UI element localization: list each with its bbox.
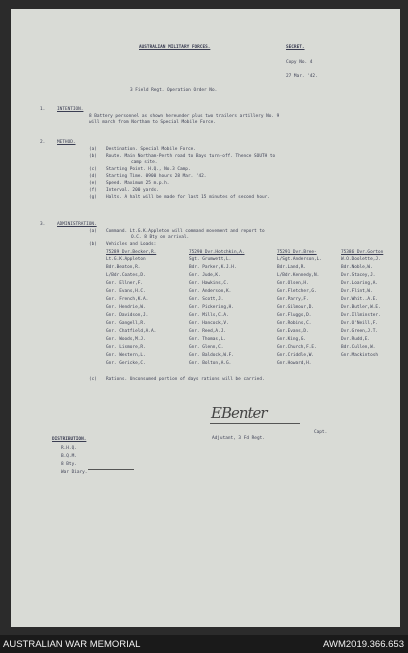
method-item-text: Halts. A halt will be made for last 15 minutes of second hour. [106, 195, 270, 200]
method-item-letter: (c) [89, 167, 97, 172]
admin-item-letter: (a) [89, 229, 97, 234]
method-item-text: Starting Point. H.Q., No.3 Camp. [106, 167, 191, 172]
method-item-text: camp site. [131, 160, 158, 165]
load-entry: Dvr.Butler,W.E. [341, 305, 381, 310]
method-item-letter: (e) [89, 181, 97, 186]
intention-text-line: 8 Battery personnel as shown hereunder plus two trailers artillery No. 9 [89, 114, 280, 119]
load-entry: Bdr.Land,R. [277, 265, 307, 270]
load-entry: Gnr. Gericke,C. [106, 361, 146, 366]
load-entry: Gnr. Scott,J. [189, 297, 224, 302]
load-entry: L/Bdr.Coates,D. [106, 273, 146, 278]
order-title: 3 Field Regt. Operation Order No. [130, 88, 218, 93]
document-title: AUSTRALIAN MILITARY FORCES. [139, 45, 211, 50]
load-entry: Dvr.Whit..A.E. [341, 297, 379, 302]
load-entry: Gnr. Pickering,H. [189, 305, 234, 310]
load-entry: Gnr. Evans,H.C. [106, 289, 146, 294]
load-entry: Dvr.O'Neill,F. [341, 321, 379, 326]
load-entry: Bdr.Cullen,W. [341, 345, 376, 350]
load-entry: Gnr.Mackintosh [341, 353, 379, 358]
rations-text: Rations. Unconsumed portion of days rations will be carried. [106, 377, 265, 382]
load-entry: L/Sgt.Anderson,L. [277, 257, 322, 262]
load-entry: Dvr.Green,J.T. [341, 329, 379, 334]
load-entry: Sgt. Grumwett,L. [189, 257, 232, 262]
load-entry: Gnr. Davidson,J. [106, 313, 149, 318]
load-entry: W.O.Doolette,J. [341, 257, 381, 262]
method-item-letter: (f) [89, 188, 97, 193]
load-entry: Gnr.Criddle,W. [277, 353, 315, 358]
load-entry: Bdr.Beaton,R. [106, 265, 141, 270]
section-number: 3. [40, 222, 46, 227]
load-entry: Gnr.Church,F.E. [277, 345, 317, 350]
intention-text-line: will march from Northam to Special Mobile Force. [89, 120, 216, 125]
copy-number: Copy No. 4 [286, 60, 313, 65]
method-item-text: Route. Main Northam-Perth road to Bays turn-off. Thence SOUTH to [106, 154, 276, 159]
load-entry: Gnr. Thomas,L. [189, 337, 227, 342]
load-entry: Lt.G.K.Appleton [106, 257, 146, 262]
load-entry: Gnr. Hancock,V. [189, 321, 229, 326]
section-heading-intention: INTENTION. [57, 107, 84, 112]
distribution-heading: DISTRIBUTION. [52, 437, 87, 442]
load-entry: Bdr.Noble,W. [341, 265, 373, 270]
load-entry: Dvr.Illminster. [341, 313, 381, 318]
load-entry: Gnr.Fletcher,G. [277, 289, 317, 294]
classification-label: SECRET. [286, 45, 305, 50]
method-item-letter: (g) [89, 195, 97, 200]
load-entry: Gnr.Robins,C. [277, 321, 312, 326]
archive-name: AUSTRALIAN WAR MEMORIAL [3, 639, 141, 650]
load-entry: Gnr.Howard,H. [277, 361, 312, 366]
vehicles-heading: Vehicles and Loads: [106, 242, 157, 247]
distribution-item: B.Q.M. [61, 454, 77, 459]
load-entry: Dvr.Loaring,A. [341, 281, 379, 286]
load-entry: Gnr.Fluggs,D. [277, 313, 312, 318]
load-entry: Gnr. Western,L. [106, 353, 146, 358]
load-entry: Gnr.Gilmour,D. [277, 305, 315, 310]
load-entry: Gnr. Anderson,K. [189, 289, 232, 294]
signer-role: Adjutant, 3 Fd Regt. [212, 436, 265, 441]
signature-scrawl: EBenter [211, 404, 267, 422]
distribution-item: 8 Bty. [61, 462, 77, 467]
vehicle-column-header: 75291 Dvr.Bree- [277, 250, 317, 255]
load-entry: Bdr. Parker,K.J.H. [189, 265, 237, 270]
method-item-text: Interval. 200 yards. [106, 188, 159, 193]
load-entry: Gnr. French,K.A. [106, 297, 149, 302]
load-entry: Dvr.Rudd,E. [341, 337, 371, 342]
document-date: 27 Mar. '42. [286, 74, 318, 79]
load-entry: Gnr. Bolton,A.G. [189, 361, 232, 366]
load-entry: Gnr. Hendrie,W. [106, 305, 146, 310]
load-entry: Gnr.King,G. [277, 337, 307, 342]
signer-rank: Capt. [314, 430, 328, 435]
archive-footer [0, 635, 408, 653]
load-entry: Gnr. Glenn,C. [189, 345, 224, 350]
load-entry: Gnr. Baldock,W.F. [189, 353, 234, 358]
method-item-letter: (b) [89, 154, 97, 159]
method-item-letter: (d) [89, 174, 97, 179]
load-entry: Gnr. Reed,A.J. [189, 329, 227, 334]
load-entry: Dvr.Flint,W. [341, 289, 373, 294]
load-entry: L/Bdr.Kennedy,N. [277, 273, 320, 278]
command-text-line: O.C. 8 Bty on arrival. [131, 235, 190, 240]
load-entry: Dvr.Stacey,J. [341, 273, 376, 278]
method-item-text: Speed. Maximum 25 m.p.h. [106, 181, 170, 186]
load-entry: Gnr.Parry,F. [277, 297, 309, 302]
load-entry: Gnr.Olsen,H. [277, 281, 309, 286]
section-number: 1. [40, 107, 46, 112]
signature-line [210, 423, 300, 424]
admin-item-letter: (b) [89, 242, 97, 247]
load-entry: Gnr. Chatfield,A.A. [106, 329, 157, 334]
admin-item-letter: (c) [89, 377, 97, 382]
distribution-item: War Diary. [61, 470, 88, 475]
load-entry: Gnr.Evans,D. [277, 329, 309, 334]
load-entry: Gnr. Lismore,R. [106, 345, 146, 350]
distribution-line [88, 469, 134, 470]
load-entry: Gnr. Gangell,R. [106, 321, 146, 326]
distribution-item: R.H.Q. [61, 446, 77, 451]
load-entry: Gnr. Hawkins,C. [189, 281, 229, 286]
load-entry: Gnr. Ellner,F. [106, 281, 144, 286]
command-text-line: Command. Lt.G.K.Appleton will command movement and report to [106, 229, 265, 234]
vehicle-column-header: 75289 Dvr.Becker,R. [106, 250, 157, 255]
method-item-text: Starting Time. 0900 hours 28 Mar. '42. [106, 174, 207, 179]
method-item-text: Destination. Special Mobile Force. [106, 147, 196, 152]
load-entry: Gnr. Mills,C.A. [189, 313, 229, 318]
vehicle-column-header: 75386 Dvr.Gorton [341, 250, 384, 255]
section-heading-method: METHOD. [57, 140, 76, 145]
load-entry: Gnr. Woods,M.J. [106, 337, 146, 342]
archive-reference: AWM2019.366.653 [323, 639, 404, 650]
method-item-letter: (a) [89, 147, 97, 152]
section-heading-administration: ADMINISTRATION. [57, 222, 97, 227]
load-entry: Gnr. Jude,K. [189, 273, 221, 278]
vehicle-column-header: 75290 Dvr.Hotchkin,A. [189, 250, 245, 255]
section-number: 2. [40, 140, 46, 145]
